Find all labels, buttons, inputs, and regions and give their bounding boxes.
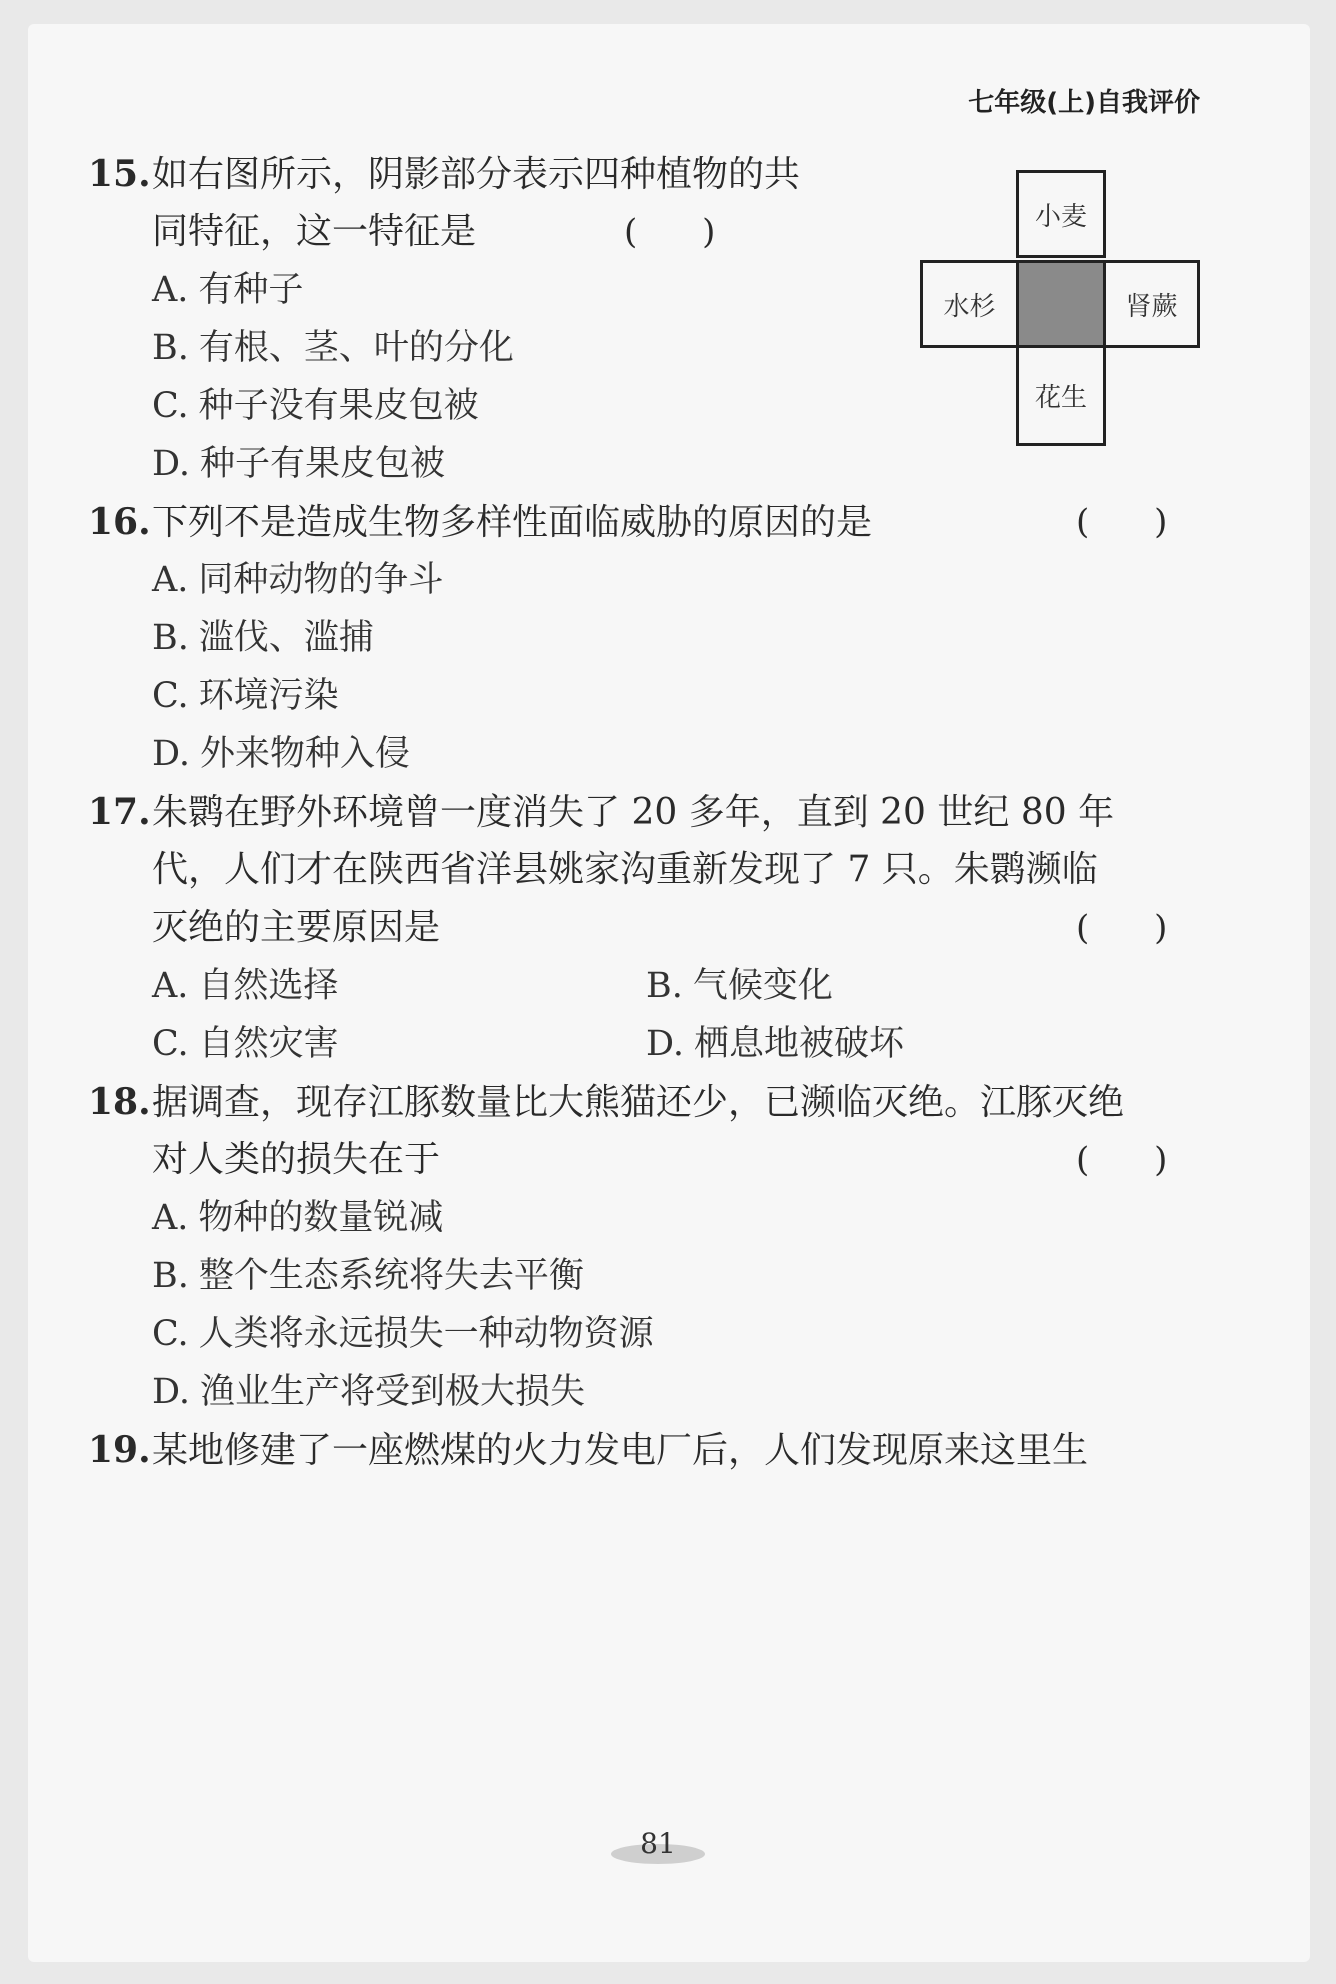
page-number-text: 81	[640, 1827, 676, 1860]
option-text: 气候变化	[692, 966, 833, 1006]
option-text: 渔业生产将受到极大损失	[199, 1372, 585, 1412]
question-text: 如右图所示，阴影部分表示四种植物的共	[152, 154, 801, 195]
option-text: 物种的数量锐减	[198, 1198, 444, 1238]
figure-cell-bottom: 花生	[1016, 345, 1106, 446]
option-18-a[interactable]	[152, 1198, 443, 1238]
option-text: 同种动物的争斗	[198, 560, 444, 600]
question-17-line-2: 代，人们才在陕西省洋县姚家沟重新发现了 7 只。朱鹮濒临	[152, 849, 1098, 890]
page	[28, 24, 1310, 1962]
answer-blank-16[interactable]: ( )	[1076, 502, 1168, 542]
option-letter: B.	[152, 1256, 189, 1296]
option-letter: D.	[152, 444, 190, 484]
question-text: 朱鹮在野外环境曾一度消失了 20 多年，直到 20 世纪 80 年	[152, 792, 1115, 833]
option-letter: C.	[152, 386, 189, 426]
question-17-line-1	[88, 792, 1114, 833]
option-letter: D.	[646, 1024, 684, 1064]
option-letter: A.	[152, 270, 189, 310]
question-text: 某地修建了一座燃煤的火力发电厂后，人们发现原来这里生	[152, 1430, 1089, 1471]
figure-cell-right: 肾蕨	[1103, 260, 1200, 348]
question-17-line-3: 灭绝的主要原因是	[152, 907, 441, 948]
option-text: 种子没有果皮包被	[198, 386, 479, 426]
question-16-line-1	[88, 502, 872, 543]
option-text: 自然灾害	[198, 1024, 339, 1064]
option-text: 滥伐、滥捕	[198, 618, 374, 658]
plant-venn-figure	[920, 170, 1200, 446]
option-letter: D.	[152, 734, 190, 774]
option-letter: B.	[152, 618, 189, 658]
option-16-c[interactable]	[152, 676, 339, 716]
option-15-d[interactable]	[152, 444, 445, 484]
question-18-line-2: 对人类的损失在于	[152, 1139, 441, 1180]
option-text: 有根、茎、叶的分化	[198, 328, 514, 368]
option-letter: C.	[152, 1024, 189, 1064]
option-text: 人类将永远损失一种动物资源	[198, 1314, 654, 1354]
option-17-b[interactable]	[646, 966, 833, 1006]
option-18-c[interactable]	[152, 1314, 654, 1354]
option-17-a[interactable]	[152, 966, 338, 1006]
option-text: 有种子	[198, 270, 304, 310]
option-letter: A.	[152, 1198, 189, 1238]
option-letter: B.	[646, 966, 683, 1006]
option-text: 种子有果皮包被	[199, 444, 445, 484]
option-17-c[interactable]	[152, 1024, 339, 1064]
question-15-line-1	[88, 154, 800, 195]
option-letter: C.	[152, 676, 189, 716]
question-15-line-2: 同特征，这一特征是	[152, 211, 477, 252]
option-text: 栖息地被破坏	[693, 1024, 904, 1064]
option-15-b[interactable]	[152, 328, 514, 368]
question-number: 19.	[88, 1429, 151, 1471]
option-text: 整个生态系统将失去平衡	[198, 1256, 584, 1296]
option-letter: A.	[152, 966, 189, 1006]
answer-blank-18[interactable]: ( )	[1076, 1140, 1168, 1180]
option-15-a[interactable]	[152, 270, 303, 310]
option-letter: C.	[152, 1314, 189, 1354]
page-number	[603, 1824, 713, 1864]
answer-blank-15[interactable]: ( )	[624, 212, 716, 252]
option-letter: D.	[152, 1372, 190, 1412]
question-number: 17.	[88, 791, 151, 833]
option-text: 外来物种入侵	[199, 734, 410, 774]
option-15-c[interactable]	[152, 386, 479, 426]
page-header: 七年级(上)自我评价	[968, 88, 1200, 118]
option-letter: B.	[152, 328, 189, 368]
question-number: 15.	[88, 153, 151, 195]
question-text: 下列不是造成生物多样性面临威胁的原因的是	[152, 502, 873, 543]
option-17-d[interactable]	[646, 1024, 904, 1064]
option-16-b[interactable]	[152, 618, 374, 658]
option-18-d[interactable]	[152, 1372, 585, 1412]
question-19-line-1	[88, 1430, 1088, 1471]
question-18-line-1	[88, 1082, 1124, 1123]
answer-blank-17[interactable]: ( )	[1076, 908, 1168, 948]
option-letter: A.	[152, 560, 189, 600]
figure-cell-shaded	[1016, 260, 1106, 348]
option-text: 自然选择	[198, 966, 339, 1006]
question-number: 16.	[88, 501, 151, 543]
question-number: 18.	[88, 1081, 151, 1123]
option-16-d[interactable]	[152, 734, 410, 774]
option-text: 环境污染	[198, 676, 339, 716]
option-18-b[interactable]	[152, 1256, 584, 1296]
figure-cell-left: 水杉	[920, 260, 1019, 348]
question-text: 据调查，现存江豚数量比大熊猫还少，已濒临灭绝。江豚灭绝	[152, 1082, 1125, 1123]
figure-cell-top: 小麦	[1016, 170, 1106, 258]
option-16-a[interactable]	[152, 560, 443, 600]
